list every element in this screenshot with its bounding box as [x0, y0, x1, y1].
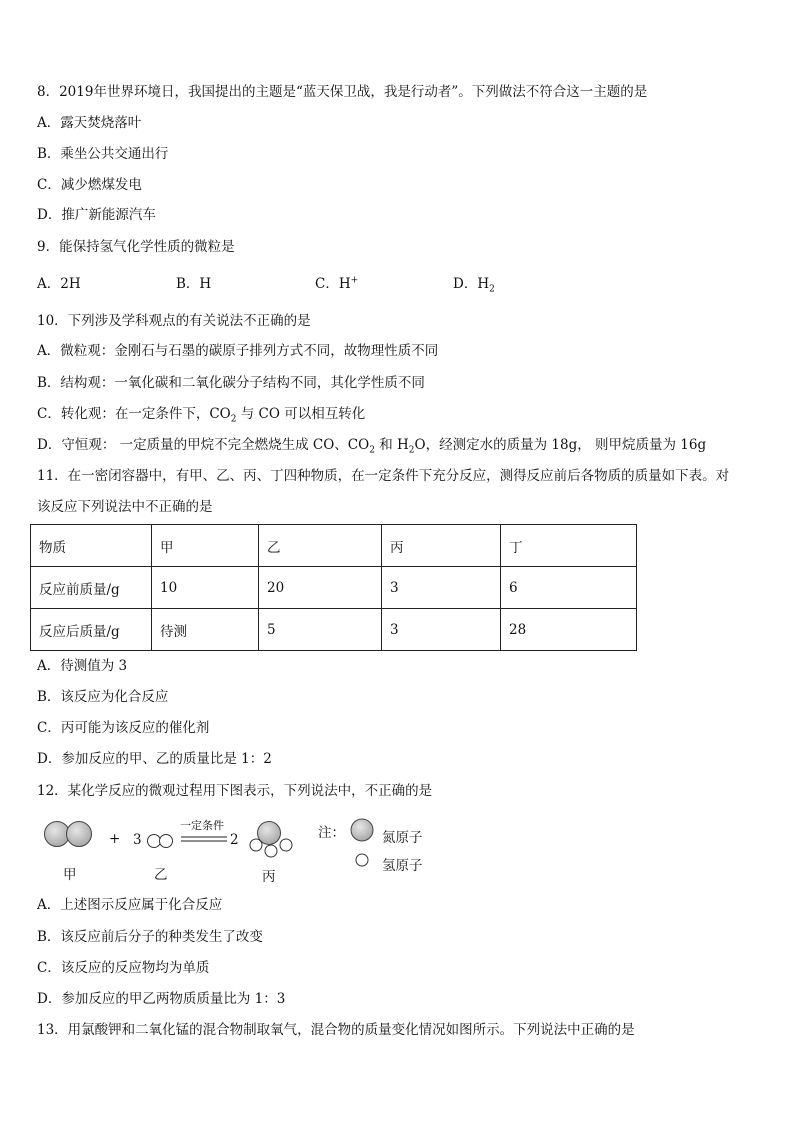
q8-option-c: C．减少燃煤发电 — [37, 177, 142, 193]
q10-stem: 10．下列涉及学科观点的有关说法不正确的是 — [37, 313, 311, 329]
q8-option-a: A．露天焚烧落叶 — [37, 115, 142, 131]
table-row — [31, 609, 637, 651]
mass-table — [30, 524, 637, 651]
q9-option-a: A．2H — [37, 276, 81, 292]
table-header-row — [31, 525, 637, 567]
q11-stem-line2: 该反应下列说法中不正确的是 — [37, 499, 213, 515]
q10-option-c: C．转化观：在一定条件下，$CO_2$ 与 CO 可以相互转化 — [37, 406, 366, 425]
hydrogen-atom — [250, 839, 262, 851]
table-cell: 6 — [501, 567, 637, 609]
hydrogen-atom — [265, 845, 277, 857]
hydrogen-atom — [148, 835, 161, 848]
table-cell: 反应后质量/g — [31, 609, 152, 651]
q9-option-d: D．$H_2$ — [453, 276, 495, 295]
q11-option-b: B．该反应为化合反应 — [37, 689, 169, 705]
q9-option-c: C．H+ — [315, 275, 359, 292]
reaction-diagram — [0, 808, 794, 888]
q10-option-a: A．微粒观：金刚石与石墨的碳原子排列方式不同，故物理性质不同 — [37, 343, 439, 359]
q11-stem-line1: 11．在一密闭容器中，有甲、乙、丙、丁四种物质，在一定条件下充分反应，测得反应前后各物质的质量如下表。对 — [37, 468, 730, 484]
table-cell: 丙 — [382, 525, 501, 567]
q8-stem: 8．2019年世界环境日，我国提出的主题是“蓝天保卫战，我是行动者”。下列做法不符合这一主题的是 — [37, 84, 648, 100]
q12-option-b: B．该反应前后分子的种类发生了改变 — [37, 929, 263, 945]
q12-option-a: A．上述图示反应属于化合反应 — [37, 897, 223, 913]
table-cell: 乙 — [259, 525, 382, 567]
q11-option-c: C．丙可能为该反应的催化剂 — [37, 720, 210, 736]
q9-stem: 9．能保持氢气化学性质的微粒是 — [37, 239, 235, 255]
plus-sign: + — [109, 831, 121, 847]
legend-nitrogen-atom — [351, 819, 373, 841]
hydrogen-atom — [160, 835, 173, 848]
hydrogen-atom — [280, 839, 292, 851]
table-cell: 3 — [382, 609, 501, 651]
nitrogen-atom — [45, 822, 70, 847]
legend-nitrogen-label: 氮原子 — [382, 830, 423, 846]
table-cell: 反应前质量/g — [31, 567, 152, 609]
q11-option-a: A．待测值为 3 — [37, 658, 128, 674]
legend-hydrogen-label: 氢原子 — [382, 858, 423, 874]
q12-stem: 12．某化学反应的微观过程用下图表示，下列说法中，不正确的是 — [37, 783, 433, 799]
q9-option-b: B．H — [176, 276, 212, 292]
q12-option-c: C．该反应的反应物均为单质 — [37, 960, 210, 976]
q8-option-d: D．推广新能源汽车 — [37, 207, 156, 223]
legend-note: 注： — [318, 825, 345, 841]
table-cell: 28 — [501, 609, 637, 651]
q8-option-b: B．乘坐公共交通出行 — [37, 146, 169, 162]
table-cell: 物质 — [31, 525, 152, 567]
table-cell: 20 — [259, 567, 382, 609]
label-yi: 乙 — [154, 867, 168, 883]
q12-option-d: D．参加反应的甲乙两物质质量比为 1：3 — [37, 991, 286, 1007]
table-row — [31, 567, 637, 609]
q10-option-d: D．守恒观： 一定质量的甲烷不完全燃烧生成 CO、$CO_2$ 和 $H_2O$，经测定水的质量为 18g， 则甲烷质量为 16g — [37, 437, 707, 456]
table-cell: 5 — [259, 609, 382, 651]
reaction-condition: 一定条件 — [180, 819, 224, 832]
table-cell: 3 — [382, 567, 501, 609]
table-cell: 待测 — [152, 609, 259, 651]
table-cell: 甲 — [152, 525, 259, 567]
q10-option-b: B．结构观：一氧化碳和二氧化碳分子结构不同，其化学性质不同 — [37, 375, 425, 391]
reaction-diagram-svg — [0, 808, 794, 888]
label-bing: 丙 — [262, 869, 276, 885]
table-cell: 丁 — [501, 525, 637, 567]
q13-stem: 13．用氯酸钾和二氧化锰的混合物制取氧气，混合物的质量变化情况如图所示。下列说法中正确的是 — [37, 1022, 635, 1038]
nitrogen-atom — [67, 822, 92, 847]
coefficient-b: 3 — [133, 832, 142, 848]
legend-hydrogen-atom — [356, 854, 368, 866]
coefficient-c: 2 — [230, 832, 239, 848]
label-jia: 甲 — [63, 867, 77, 883]
table-cell: 10 — [152, 567, 259, 609]
q11-option-d: D．参加反应的甲、乙的质量比是 1：2 — [37, 751, 272, 767]
